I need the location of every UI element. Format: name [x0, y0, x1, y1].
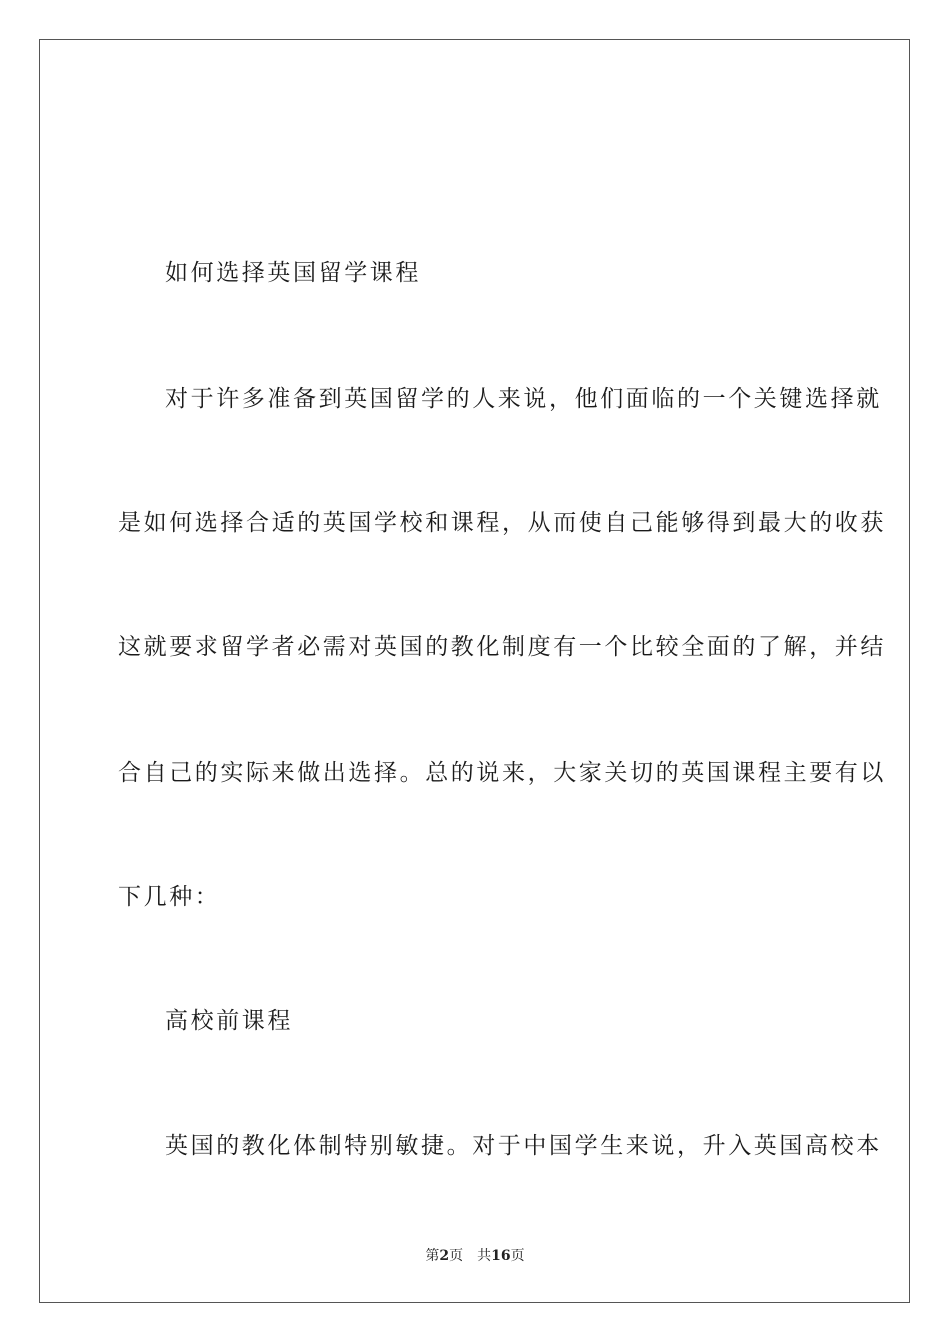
- page-footer: [0, 1247, 950, 1265]
- section-heading: 高校前课程: [165, 1008, 293, 1034]
- paragraph-line: 英国的教化体制特别敏捷。对于中国学生来说，升入英国高校本: [165, 1133, 882, 1159]
- page-frame: [39, 39, 910, 1303]
- paragraph-line: 合自己的实际来做出选择。总的说来，大家关切的英国课程主要有以: [118, 760, 886, 786]
- total-pages: 16: [491, 1248, 511, 1264]
- document-title: 如何选择英国留学课程: [165, 260, 421, 286]
- page-number: 2: [439, 1248, 450, 1264]
- paragraph-line: 是如何选择合适的英国学校和课程，从而使自己能够得到最大的收获: [118, 510, 886, 536]
- total-suffix: 页: [510, 1248, 525, 1264]
- page-suffix: 页: [449, 1248, 464, 1264]
- total-prefix: 共: [477, 1248, 492, 1264]
- page-prefix: 第: [425, 1248, 440, 1264]
- paragraph-line: 下几种：: [118, 884, 221, 910]
- paragraph-line: 这就要求留学者必需对英国的教化制度有一个比较全面的了解，并结: [118, 634, 886, 660]
- paragraph-line: 对于许多准备到英国留学的人来说，他们面临的一个关键选择就: [165, 386, 882, 412]
